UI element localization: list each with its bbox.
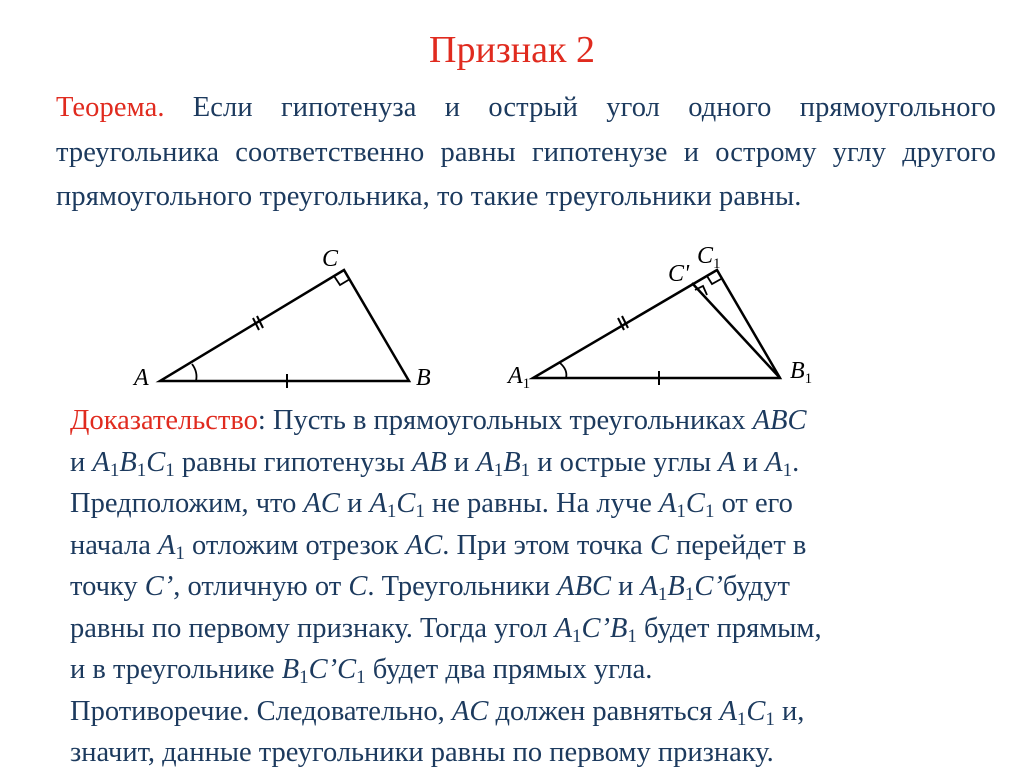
proof-line-1: Доказательство: Пусть в прямоугольных треугольниках ABC [70, 405, 807, 436]
segment-cprime-b1 [692, 283, 780, 378]
triangle-a1b1c1 [533, 270, 780, 385]
proof-line-2: и $A_1B_1C_1$ равны гипотенузы AB и $A_1B_1$ и острые углы A и $A_1$. [70, 446, 800, 481]
angle-arc-a1 [560, 363, 566, 378]
right-angle-mark-c1 [707, 276, 721, 284]
angle-arc-a [192, 364, 197, 381]
slide-title: Признак 2 [429, 29, 595, 71]
theorem-text: Если гипотенуза и острый угол одного прямоугольного треугольника соответственно равны гипотенузе и острому углу другого прямоугольного треугольника, то такие треугольники равны. [56, 92, 996, 212]
proof-line-7: и в треугольнике $B_1C’C_1$ будет два прямых угла. [70, 654, 653, 688]
triangle-abc [160, 270, 409, 388]
proof-line-4: начала $A_1$ отложим отрезок AC. При этом точка C перейдет в [70, 529, 807, 564]
label-cprime: C' [668, 261, 690, 287]
proof-line-9: значит, данные треугольники равны по первому признаку. [70, 737, 774, 768]
triangle-a1b1c1-shape [533, 270, 780, 378]
label-a: A [134, 365, 149, 391]
theorem-paragraph [56, 86, 996, 220]
label-c: C [322, 246, 339, 272]
proof-paragraph [70, 400, 970, 774]
label-c1: $C_1$ [697, 243, 721, 272]
proof-line-6: равны по первому признаку. Тогда угол $A_1C’B_1$ будет прямым, [70, 612, 822, 647]
triangles-figure [0, 240, 1024, 400]
label-b1: $B_1$ [790, 358, 813, 387]
proof-line-8: Противоречие. Следовательно, AC должен равняться $A_1C_1$ и, [70, 695, 805, 730]
proof-label: Доказательство [70, 405, 258, 436]
triangle-abc-shape [160, 270, 409, 381]
proof-line-3: Предположим, что AC и $A_1C_1$ не равны. На луче $A_1C_1$ от его [70, 488, 793, 522]
theorem-label: Теорема. [56, 92, 165, 123]
label-b: B [416, 365, 431, 391]
proof-line-5: точку C’, отличную от C. Треугольники ABC и $A_1B_1C’будут$ [70, 571, 790, 605]
label-a1: $A_1$ [508, 363, 531, 392]
